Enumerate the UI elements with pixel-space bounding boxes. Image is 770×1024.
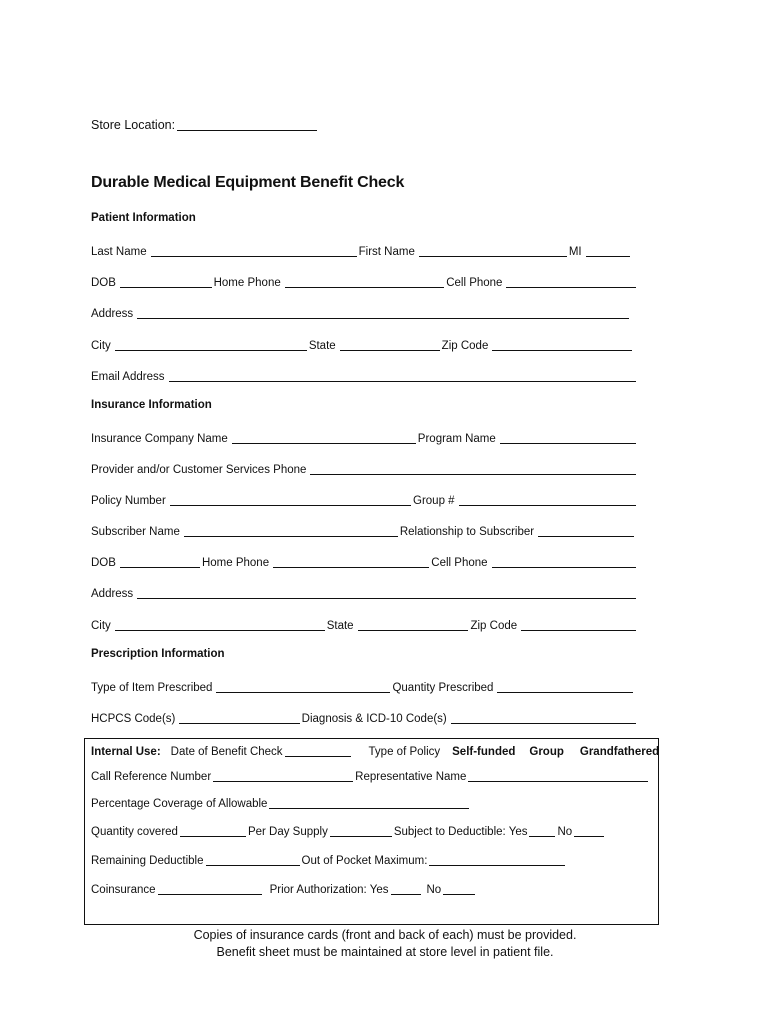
footer-line-1: Copies of insurance cards (front and back of each) must be provided. bbox=[193, 928, 577, 942]
internal-row-3 bbox=[91, 794, 471, 810]
provider-phone-field[interactable] bbox=[310, 463, 636, 475]
internal-row-2 bbox=[91, 767, 650, 783]
item-type-field[interactable] bbox=[216, 681, 390, 693]
mi-label: MI bbox=[568, 246, 582, 258]
insured-city-label: City bbox=[91, 620, 111, 632]
footer-line-2: Benefit sheet must be maintained at store level in patient file. bbox=[216, 945, 554, 959]
address-field[interactable] bbox=[137, 307, 629, 319]
cell-phone-label: Cell Phone bbox=[446, 277, 503, 289]
deductible-no-field[interactable] bbox=[574, 825, 604, 837]
policy-number-field[interactable] bbox=[170, 494, 411, 506]
qty-covered-label: Quantity covered bbox=[91, 826, 178, 838]
option-group[interactable]: Group bbox=[529, 746, 564, 758]
codes-row bbox=[91, 709, 638, 725]
relationship-label: Relationship to Subscriber bbox=[399, 526, 535, 538]
item-type-label: Type of Item Prescribed bbox=[91, 682, 213, 694]
remaining-deductible-label: Remaining Deductible bbox=[91, 855, 204, 867]
rep-name-field[interactable] bbox=[468, 770, 648, 782]
prior-auth-yes-label: Prior Authorization: Yes bbox=[269, 884, 389, 896]
insured-home-phone-label: Home Phone bbox=[201, 557, 270, 569]
home-phone-label: Home Phone bbox=[213, 277, 281, 289]
store-location-label: Store Location: bbox=[91, 118, 176, 132]
email-field[interactable] bbox=[169, 370, 636, 382]
patient-name-row bbox=[91, 242, 638, 258]
city-label: City bbox=[91, 340, 111, 352]
call-ref-label: Call Reference Number bbox=[91, 771, 212, 783]
last-name-field[interactable] bbox=[151, 245, 357, 257]
store-location-field[interactable] bbox=[177, 119, 317, 131]
internal-row-5 bbox=[91, 851, 567, 867]
date-check-field[interactable] bbox=[285, 745, 351, 757]
internal-row-4 bbox=[91, 822, 606, 838]
option-self-funded[interactable]: Self-funded bbox=[452, 746, 516, 758]
insurance-company-label: Insurance Company Name bbox=[91, 433, 228, 445]
policy-row bbox=[91, 491, 638, 507]
zip-label: Zip Code bbox=[441, 340, 489, 352]
oop-max-label: Out of Pocket Maximum: bbox=[301, 855, 428, 867]
insured-state-label: State bbox=[326, 620, 354, 632]
dob-field[interactable] bbox=[120, 276, 212, 288]
insured-home-phone-field[interactable] bbox=[273, 556, 429, 568]
first-name-field[interactable] bbox=[419, 245, 567, 257]
policy-type-label: Type of Policy bbox=[368, 746, 441, 758]
hcpcs-label: HCPCS Code(s) bbox=[91, 713, 176, 725]
group-number-field[interactable] bbox=[459, 494, 636, 506]
coinsurance-field[interactable] bbox=[158, 883, 262, 895]
insured-zip-label: Zip Code bbox=[470, 620, 518, 632]
insured-zip-field[interactable] bbox=[521, 619, 636, 631]
insured-address-label: Address bbox=[91, 588, 134, 600]
pct-coverage-field[interactable] bbox=[269, 797, 469, 809]
pct-coverage-label: Percentage Coverage of Allowable bbox=[91, 798, 268, 810]
prior-auth-yes-field[interactable] bbox=[391, 883, 421, 895]
insured-dob-label: DOB bbox=[91, 557, 116, 569]
address-label: Address bbox=[91, 308, 134, 320]
insured-cell-phone-field[interactable] bbox=[492, 556, 636, 568]
first-name-label: First Name bbox=[358, 246, 415, 258]
remaining-deductible-field[interactable] bbox=[206, 854, 300, 866]
patient-phone-row bbox=[91, 273, 638, 289]
subscriber-name-label: Subscriber Name bbox=[91, 526, 180, 538]
cell-phone-field[interactable] bbox=[506, 276, 636, 288]
program-name-field[interactable] bbox=[500, 432, 636, 444]
patient-section-heading: Patient Information bbox=[91, 212, 196, 224]
item-prescribed-row bbox=[91, 678, 638, 694]
dob-label: DOB bbox=[91, 277, 116, 289]
diagnosis-label: Diagnosis & ICD-10 Code(s) bbox=[301, 713, 447, 725]
provider-phone-label: Provider and/or Customer Services Phone bbox=[91, 464, 307, 476]
coinsurance-label: Coinsurance bbox=[91, 884, 156, 896]
qty-covered-field[interactable] bbox=[180, 825, 246, 837]
patient-city-row bbox=[91, 336, 638, 352]
patient-address-row bbox=[91, 304, 638, 320]
per-day-field[interactable] bbox=[330, 825, 392, 837]
internal-row-6 bbox=[91, 880, 477, 896]
state-field[interactable] bbox=[340, 339, 440, 351]
insurance-company-row bbox=[91, 429, 638, 445]
prescription-section-heading: Prescription Information bbox=[91, 648, 225, 660]
insurance-company-field[interactable] bbox=[232, 432, 416, 444]
store-location-row bbox=[91, 118, 319, 132]
per-day-label: Per Day Supply bbox=[247, 826, 328, 838]
prior-auth-no-field[interactable] bbox=[443, 883, 475, 895]
subscriber-row bbox=[91, 522, 638, 538]
mi-field[interactable] bbox=[586, 245, 630, 257]
relationship-field[interactable] bbox=[538, 525, 634, 537]
diagnosis-field[interactable] bbox=[451, 712, 636, 724]
insured-dob-field[interactable] bbox=[120, 556, 200, 568]
call-ref-field[interactable] bbox=[213, 770, 353, 782]
email-label: Email Address bbox=[91, 371, 165, 383]
insured-city-field[interactable] bbox=[115, 619, 325, 631]
oop-max-field[interactable] bbox=[429, 854, 565, 866]
last-name-label: Last Name bbox=[91, 246, 147, 258]
insured-phone-row bbox=[91, 553, 638, 569]
deductible-yes-label: Subject to Deductible: Yes bbox=[393, 826, 528, 838]
deductible-yes-field[interactable] bbox=[529, 825, 555, 837]
home-phone-field[interactable] bbox=[285, 276, 444, 288]
internal-use-label: Internal Use: bbox=[91, 746, 161, 758]
internal-row-1 bbox=[91, 742, 659, 758]
provider-phone-row bbox=[91, 460, 638, 476]
group-number-label: Group # bbox=[413, 495, 455, 507]
policy-number-label: Policy Number bbox=[91, 495, 166, 507]
zip-field[interactable] bbox=[492, 339, 632, 351]
date-check-label: Date of Benefit Check bbox=[170, 746, 283, 758]
quantity-prescribed-field[interactable] bbox=[497, 681, 633, 693]
option-grandfathered[interactable]: Grandfathered bbox=[579, 746, 660, 758]
insured-address-field[interactable] bbox=[137, 587, 636, 599]
city-field[interactable] bbox=[115, 339, 307, 351]
insurance-section-heading: Insurance Information bbox=[91, 399, 212, 411]
deductible-no-label: No bbox=[557, 826, 573, 838]
prior-auth-no-label: No bbox=[426, 884, 442, 896]
insured-city-row bbox=[91, 616, 638, 632]
quantity-prescribed-label: Quantity Prescribed bbox=[392, 682, 494, 694]
rep-name-label: Representative Name bbox=[355, 771, 467, 783]
insured-state-field[interactable] bbox=[358, 619, 469, 631]
state-label: State bbox=[308, 340, 336, 352]
insured-cell-phone-label: Cell Phone bbox=[431, 557, 488, 569]
patient-email-row bbox=[91, 367, 638, 383]
hcpcs-field[interactable] bbox=[179, 712, 299, 724]
form-title: Durable Medical Equipment Benefit Check bbox=[91, 174, 405, 191]
program-name-label: Program Name bbox=[417, 433, 496, 445]
insured-address-row bbox=[91, 584, 638, 600]
subscriber-name-field[interactable] bbox=[184, 525, 398, 537]
